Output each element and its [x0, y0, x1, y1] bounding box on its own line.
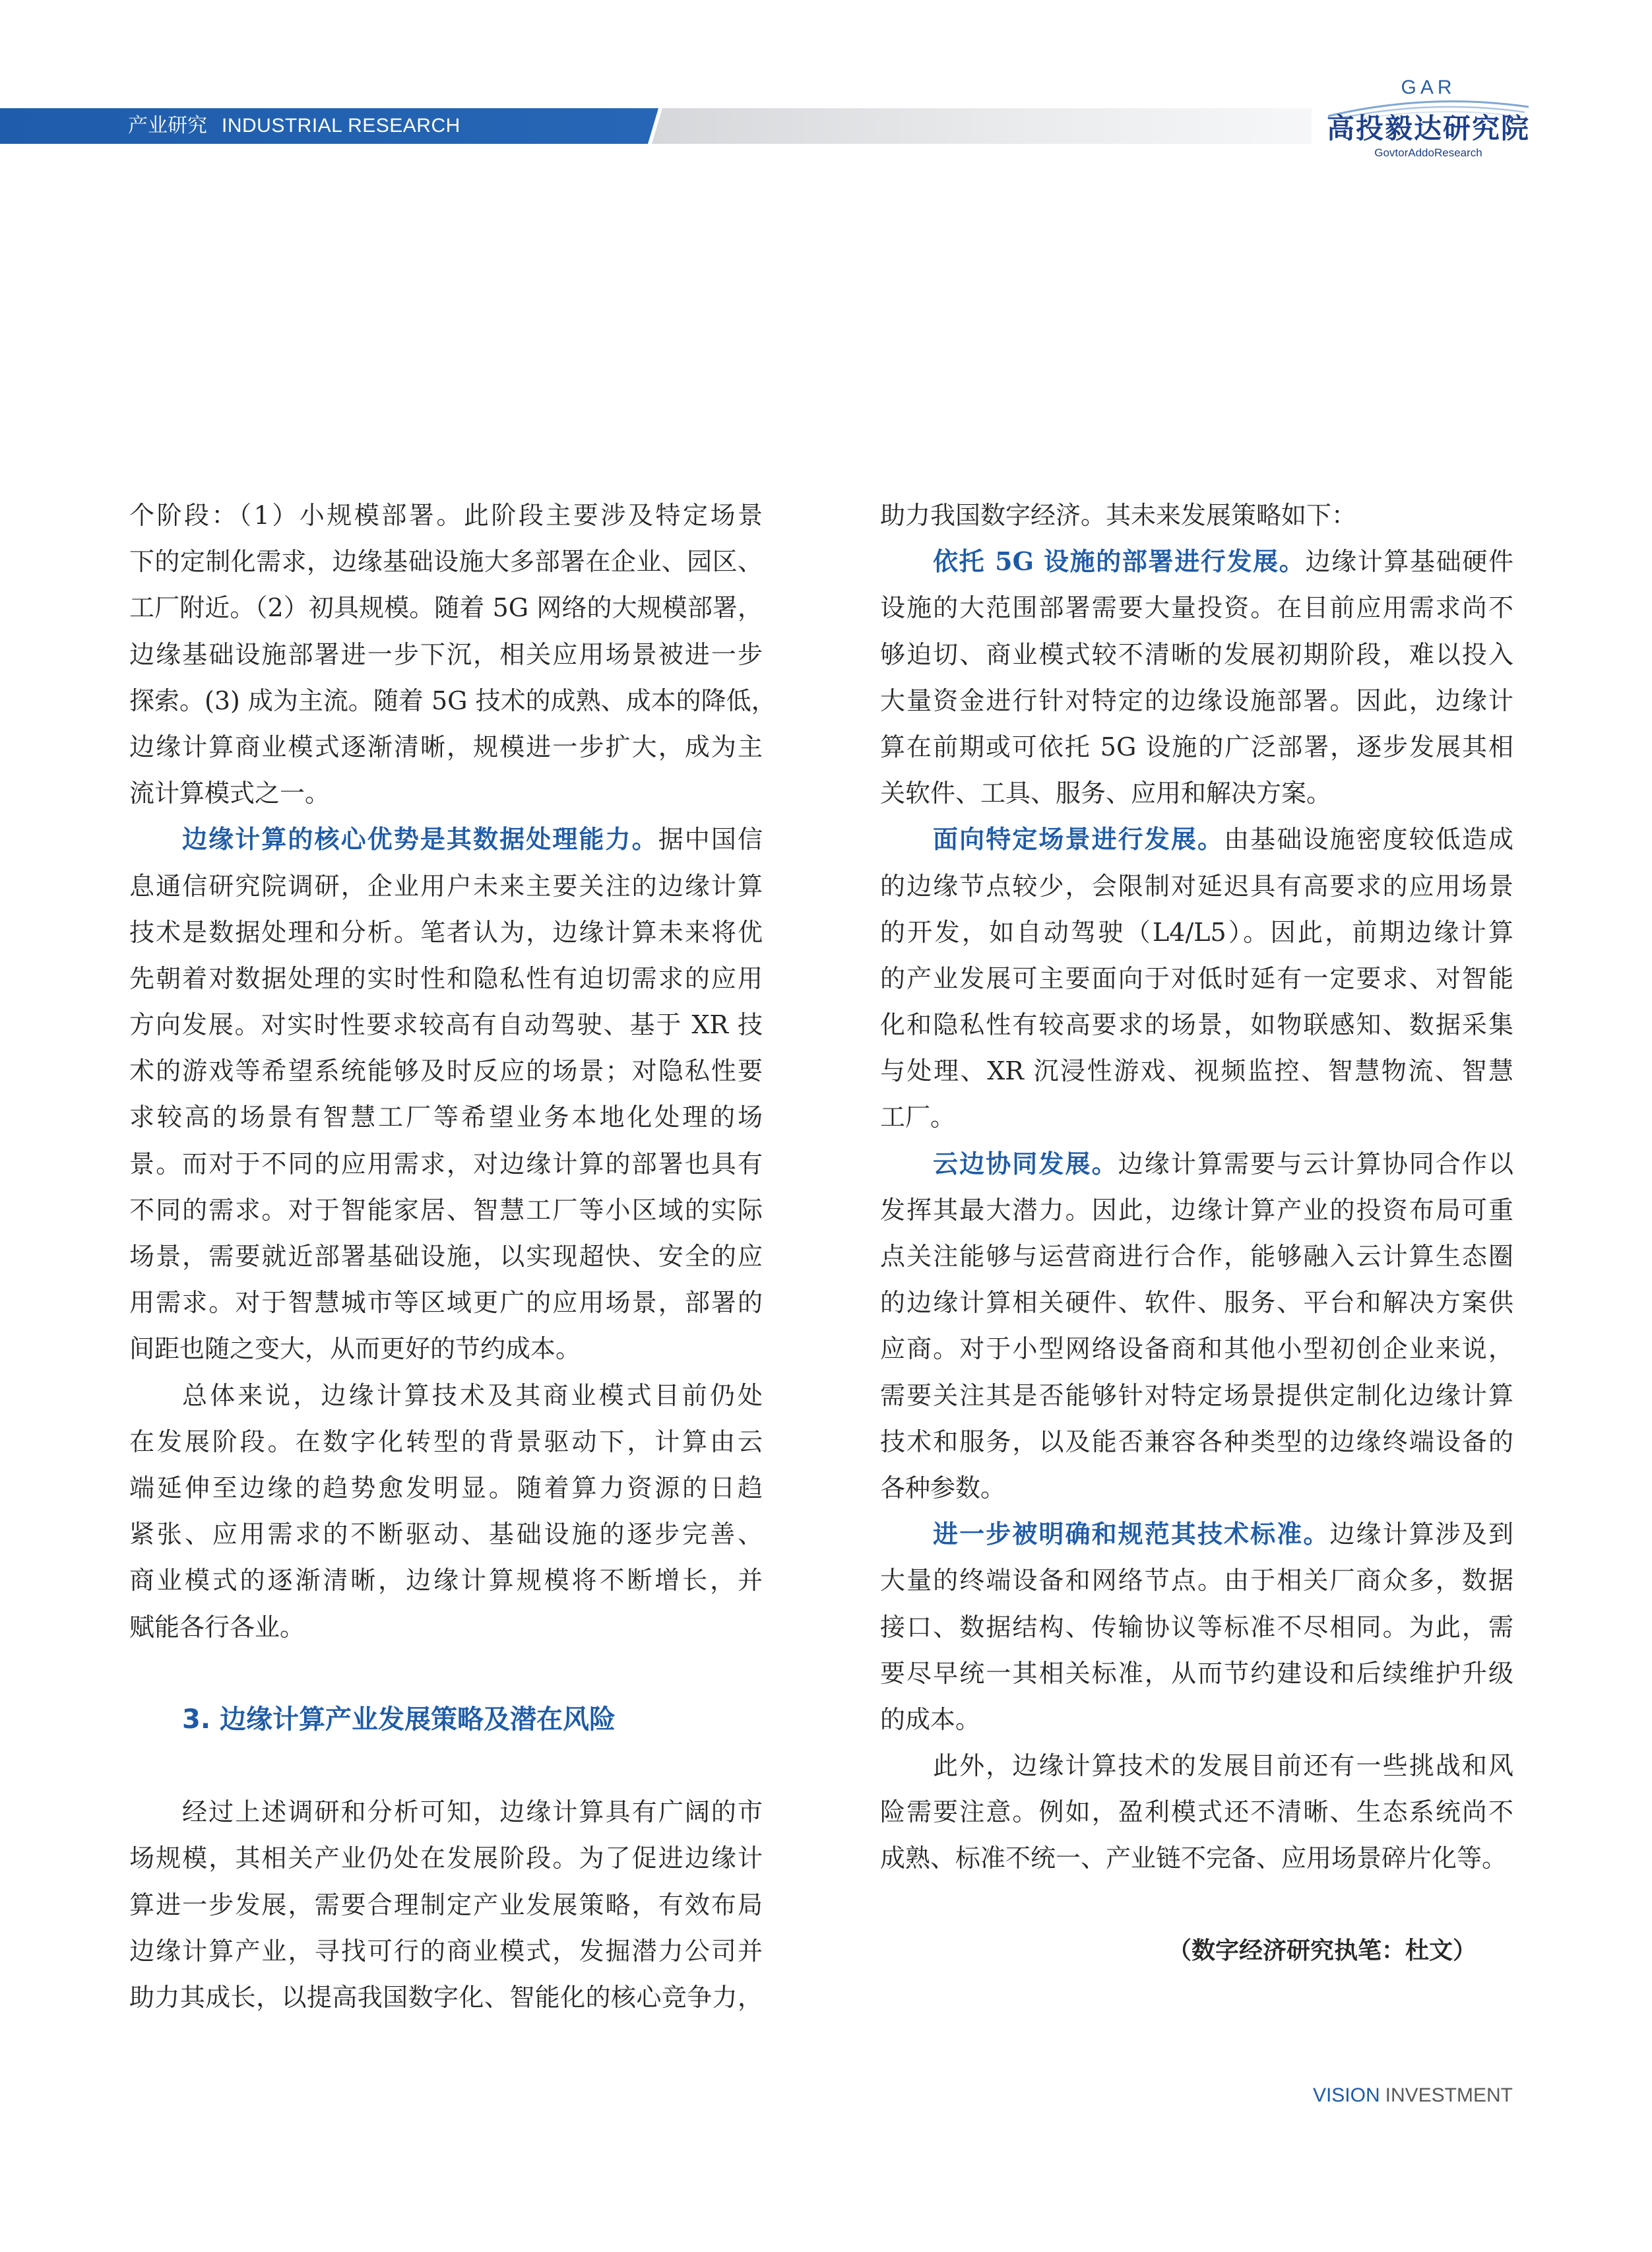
text-line: 设施的大范围部署需要大量投资。在目前应用需求尚不	[880, 593, 1513, 623]
header-band-gray	[652, 108, 1312, 144]
paragraph-lead: 面向特定场景进行发展。	[933, 824, 1224, 854]
text-line: 先朝着对数据处理的实时性和隐私性有迫切需求的应用	[129, 963, 763, 993]
paragraph	[129, 1789, 763, 2020]
text-line: 的成本。	[880, 1704, 981, 1734]
text-line: 求较高的场景有智慧工厂等希望业务本地化处理的场	[129, 1103, 763, 1132]
paragraph-lead: 依托 5G 设施的部署进行发展。	[933, 546, 1306, 577]
text-line: 的开发，如自动驾驶（L4/L5）。因此，前期边缘计算	[880, 917, 1513, 947]
paragraph	[880, 1743, 1513, 1882]
text-line: 各种参数。	[880, 1473, 1006, 1502]
section-heading: 3. 边缘计算产业发展策略及潜在风险	[182, 1704, 616, 1735]
paragraph	[880, 492, 1513, 538]
text-line: 景。而对于不同的应用需求，对边缘计算的部署也具有	[129, 1149, 763, 1178]
text-line: 方向发展。对实时性要求较高有自动驾驶、基于 XR 技	[129, 1010, 763, 1040]
text-line: 边缘计算产业，寻找可行的商业模式，发掘潜力公司并	[129, 1936, 763, 1966]
text-line: 够迫切、商业模式较不清晰的发展初期阶段，难以投入	[880, 639, 1513, 669]
text-line: 的边缘计算相关硬件、软件、服务、平台和解决方案供	[880, 1288, 1513, 1318]
text-line	[880, 538, 1513, 585]
logo-name-en: GovtorAddoResearch	[1374, 146, 1482, 159]
section-label-cn: 产业研究	[128, 115, 207, 137]
text-line: 助力其成长，以提高我国数字化、智能化的核心竞争力，	[129, 1983, 763, 2012]
right-column	[880, 492, 1513, 1974]
text-line: 不同的需求。对于智能家居、智慧工厂等小区域的实际	[129, 1195, 763, 1225]
text-line: 的边缘节点较少，会限制对延迟具有高要求的应用场景	[880, 871, 1513, 901]
footer-brand-investment: INVESTMENT	[1385, 2084, 1513, 2106]
text-line: 紧张、应用需求的不断驱动、基础设施的逐步完善、	[129, 1520, 763, 1549]
text-line: 商业模式的逐渐清晰，边缘计算规模将不断增长，并	[129, 1566, 763, 1595]
text-line: 成熟、标准不统一、产业链不完备、应用场景碎片化等。	[880, 1844, 1508, 1873]
text-line: 算在前期或可依托 5G 设施的广泛部署，逐步发展其相	[880, 732, 1513, 761]
paragraph	[880, 1141, 1513, 1512]
text-line	[880, 1511, 1513, 1557]
text-line: 场规模，其相关产业仍处在发展阶段。为了促进边缘计	[129, 1844, 763, 1873]
text-line: 关软件、工具、服务、应用和解决方案。	[880, 779, 1332, 808]
text-line: 间距也随之变大，从而更好的节约成本。	[129, 1334, 581, 1364]
text-line: 在发展阶段。在数字化转型的背景驱动下，计算由云	[129, 1427, 763, 1456]
paragraph	[129, 1372, 763, 1650]
text-run: 边缘计算涉及到	[1329, 1520, 1513, 1549]
paragraph-lead: 进一步被明确和规范其技术标准。	[933, 1519, 1330, 1549]
paragraph	[129, 816, 763, 1372]
text-run: 边缘计算需要与云计算协同合作以	[1118, 1149, 1513, 1178]
text-line: 端延伸至边缘的趋势愈发明显。随着算力资源的日趋	[129, 1473, 763, 1502]
text-line: 经过上述调研和分析可知，边缘计算具有广阔的市	[182, 1797, 763, 1827]
text-line: 算进一步发展，需要合理制定产业发展策略，有效布局	[129, 1890, 763, 1919]
text-line: 此外，边缘计算技术的发展目前还有一些挑战和风	[933, 1751, 1513, 1781]
text-line: 边缘计算商业模式逐渐清晰，规模进一步扩大，成为主	[129, 732, 763, 761]
text-line	[129, 816, 763, 862]
text-line: 探索。(3) 成为主流。随着 5G 技术的成熟、成本的降低，	[129, 686, 777, 715]
text-line: 需要关注其是否能够针对特定场景提供定制化边缘计算	[880, 1380, 1513, 1410]
left-column	[129, 492, 777, 2020]
text-run: 由基础设施密度较低造成	[1224, 825, 1513, 854]
footer-brand-vision: VISION	[1312, 2084, 1380, 2106]
section-label-en: INDUSTRIAL RESEARCH	[222, 115, 461, 137]
text-line: 接口、数据结构、传输协议等标准不尽相同。为此，需	[880, 1612, 1513, 1642]
paragraph-lead: 云边协同发展。	[933, 1148, 1118, 1178]
text-line: 赋能各行各业。	[129, 1612, 305, 1642]
text-line: 息通信研究院调研，企业用户未来主要关注的边缘计算	[129, 871, 763, 901]
text-line: 用需求。对于智慧城市等区域更广的应用场景，部署的	[129, 1288, 763, 1318]
text-line: 应商。对于小型网络设备商和其他小型初创企业来说，	[880, 1334, 1513, 1364]
text-line: 下的定制化需求，边缘基础设施大多部署在企业、园区、	[129, 547, 763, 577]
institute-logo	[1323, 74, 1534, 161]
paragraph-lead: 边缘计算的核心优势是其数据处理能力。	[182, 824, 658, 854]
text-line: 险需要注意。例如，盈利模式还不清晰、生态系统尚不	[880, 1797, 1513, 1827]
text-line: 助力我国数字经济。其未来发展策略如下：	[880, 501, 1357, 530]
paragraph	[880, 1511, 1513, 1743]
paragraph	[880, 816, 1513, 1140]
text-line: 点关注能够与运营商进行合作，能够融入云计算生态圈	[880, 1242, 1513, 1271]
paragraph	[129, 492, 777, 816]
text-line: 流计算模式之一。	[129, 779, 331, 808]
text-line: 总体来说，边缘计算技术及其商业模式目前仍处	[182, 1380, 763, 1410]
logo-name-cn: 高投毅达研究院	[1326, 112, 1530, 145]
text-line: 的产业发展可主要面向于对低时延有一定要求、对智能	[880, 963, 1513, 993]
text-line: 要尽早统一其相关标准，从而节约建设和后续维护升级	[880, 1658, 1513, 1688]
text-line: 个阶段：（1）小规模部署。此阶段主要涉及特定场景	[129, 501, 763, 530]
text-line: 技术是数据处理和分析。笔者认为，边缘计算未来将优	[129, 917, 763, 947]
text-line: 发挥其最大潜力。因此，边缘计算产业的投资布局可重	[880, 1195, 1513, 1225]
text-run: 边缘计算基础硬件	[1305, 547, 1513, 577]
text-line: 与处理、XR 沉浸性游戏、视频监控、智慧物流、智慧	[880, 1056, 1513, 1086]
text-line	[880, 816, 1513, 862]
text-line: 边缘基础设施部署进一步下沉，相关应用场景被进一步	[129, 639, 763, 669]
section-label	[128, 108, 461, 144]
magazine-footer	[1313, 2082, 1513, 2109]
text-line	[880, 1141, 1513, 1187]
text-line: 场景，需要就近部署基础设施，以实现超快、安全的应	[129, 1242, 763, 1271]
author-signature: （数字经济研究执笔：杜文）	[1167, 1937, 1477, 1964]
text-line: 化和隐私性有较高要求的场景，如物联感知、数据采集	[880, 1010, 1513, 1040]
text-line: 工厂。	[880, 1103, 956, 1132]
text-line: 大量的终端设备和网络节点。由于相关厂商众多，数据	[880, 1566, 1513, 1595]
text-line: 术的游戏等希望系统能够及时反应的场景；对隐私性要	[129, 1056, 763, 1086]
text-line: 技术和服务，以及能否兼容各种类型的边缘终端设备的	[880, 1427, 1513, 1456]
logo-abbreviation: GAR	[1401, 77, 1456, 98]
paragraph	[880, 538, 1513, 816]
text-run: 据中国信	[658, 825, 763, 854]
text-line: 大量资金进行针对特定的边缘设施部署。因此，边缘计	[880, 686, 1513, 715]
text-line: 工厂附近。（2）初具规模。随着 5G 网络的大规模部署，	[129, 593, 763, 623]
